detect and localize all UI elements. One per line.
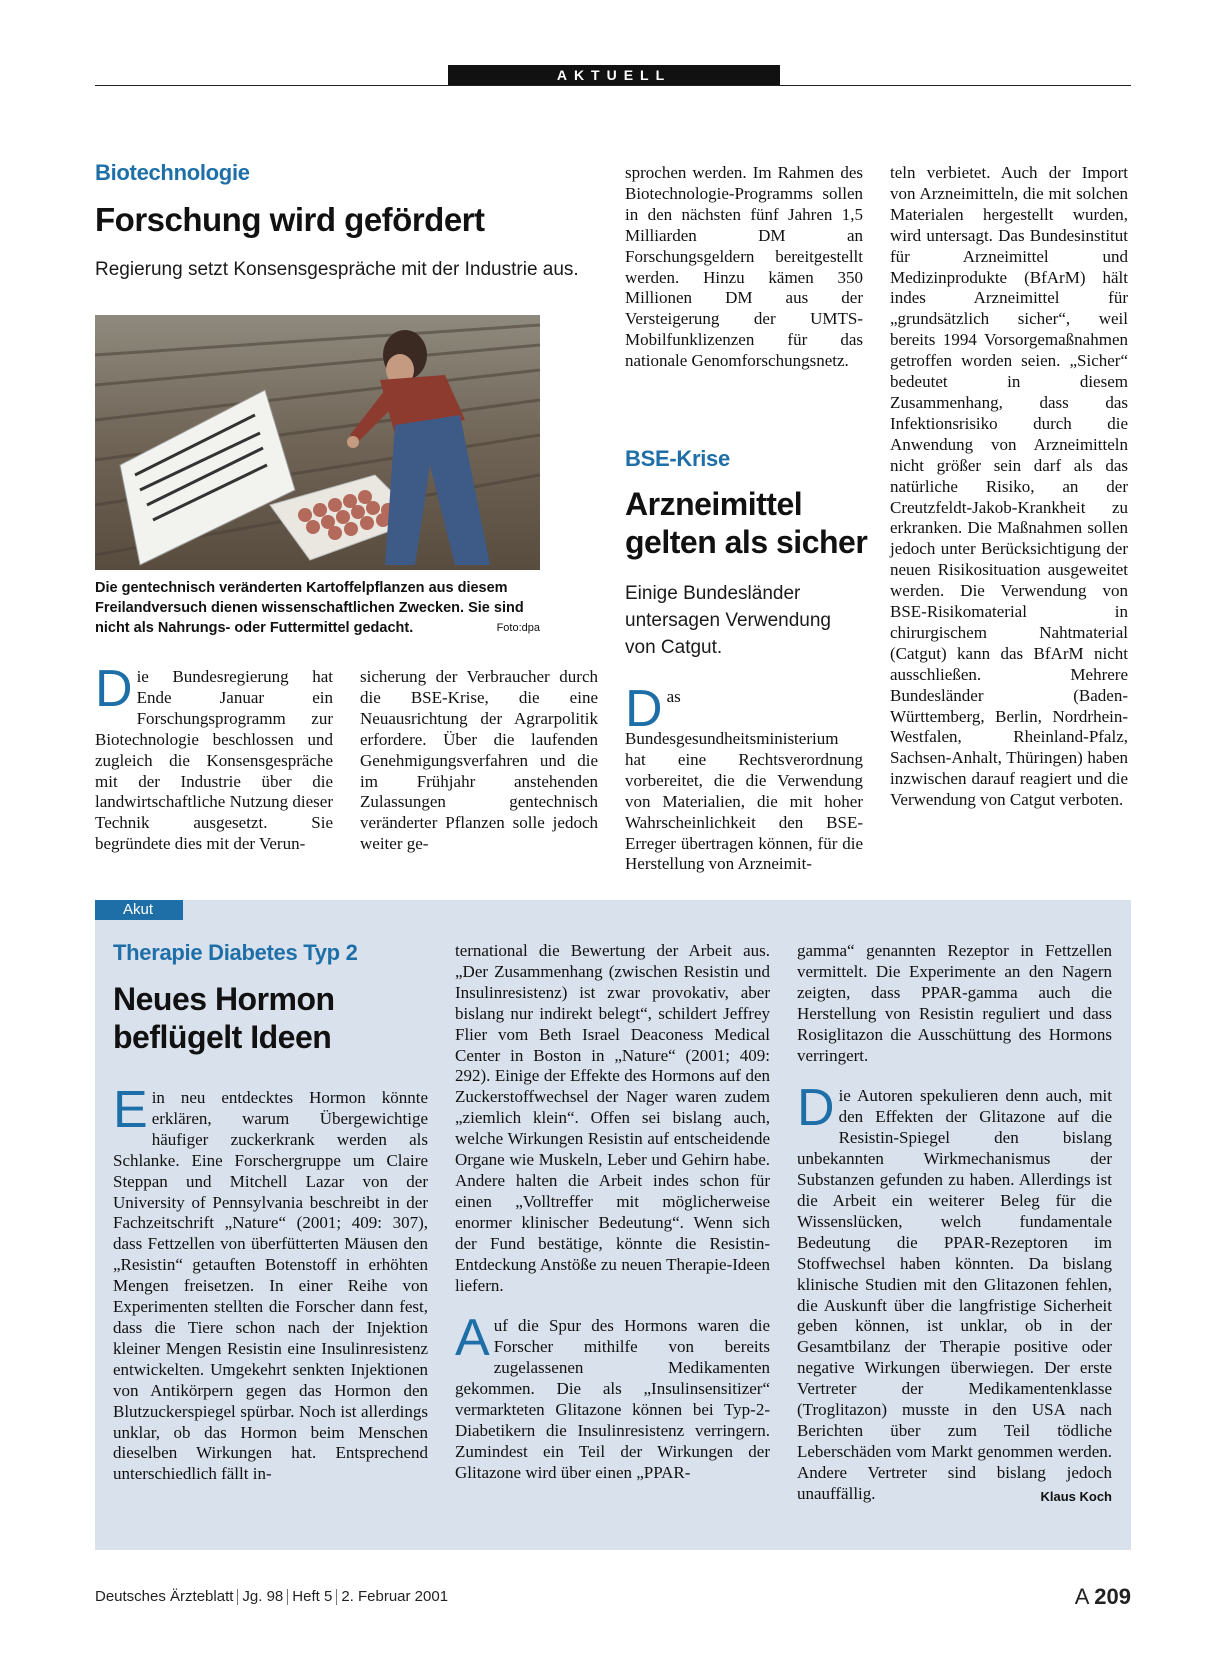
- article2-lead: Einige Bundesländer untersagen Verwendung von Catgut.: [625, 583, 831, 658]
- divider: [237, 1589, 238, 1605]
- divider: [287, 1589, 288, 1605]
- box-col1: [113, 1081, 428, 1485]
- issue: Heft 5: [292, 1588, 333, 1605]
- author: Klaus Koch: [1040, 1488, 1112, 1504]
- page-number: [1075, 1584, 1131, 1610]
- paragraph: ternational die Bewertung der Arbeit aus. „Der Zusammenhang (zwischen Resistin und Insulinresistenz) ist zwar provokativ, aber bislang nur indirekt belegt“, schildert Jeffrey Flier vom Beth Israel Deaconess Medical Center in Boston in „Nature“ (2001; 409: 292). Einige der Effekte des Hormons auf den Zuckerstoffwechsel der Nager waren zudem „ziemlich klein“. Offen sei bislang auch, welche Wirkungen Resistin auf entscheidende Organe wie Muskeln, Leber und Gehirn habe. Andere halten die Arbeit indes schon für einen „Volltreffer mit möglicherweise enormer klinischer Bedeutung“. Wenn sich der Fund bestätige, könnte die Resistin-Entdeckung Anstöße zu neuen Therapie-Ideen liefern.: [455, 941, 770, 1295]
- dropcap: A: [455, 1309, 490, 1368]
- article2-col1: [625, 680, 863, 875]
- article1-col1: [95, 660, 333, 855]
- divider: [336, 1589, 337, 1605]
- top-rule: [95, 85, 1131, 86]
- headline-line2: beflügelt Ideen: [113, 1019, 332, 1055]
- dropcap: D: [625, 680, 663, 738]
- paragraph: gamma“ genannten Rezeptor in Fettzellen vermittelt. Die Experimente an den Nagern zeigten, dass PPAR-gamma auch die Herstellung von Resistin reguliert und dass Rosiglitazon die Ausschüttung des Hormons verringert.: [797, 941, 1112, 1065]
- potato-field-illustration: [95, 315, 540, 570]
- body-text: in neu entdecktes Hormon könnte erklären, warum Übergewichtige häufiger zuckerkrank werden als Schlanke. Eine Forschergruppe um Claire Steppan und Mitchell Lazar von der University of Pennsylvania beschreibt in der Fachzeitschrift „Nature“ (2001; 409: 307), dass Fettzellen von überfütterten Mäusen den „Resistin“ getauften Botenstoff in erhöhten Mengen freisetzen. In einer Reihe von Experimenten stellten die Forscher dann fest, dass die Tiere schon nach der Injektion kleiner Mengen Resistin eine Insulinresistenz entwickelten. Umgekehrt senkten Injektionen von Antikörpern gegen das Hormon den Blutzuckerspiegel spürbar. Noch ist allerdings unklar, ob das Hormon beim Menschen dieselben Wirkungen hat. Entsprechend unterschiedlich fällt in-: [113, 1088, 428, 1484]
- journal-name: Deutsches Ärzteblatt: [95, 1588, 234, 1605]
- box-kicker: Therapie Diabetes Typ 2: [113, 940, 358, 965]
- box-col2: [455, 941, 770, 1504]
- article1-col3: sprochen werden. Im Rahmen des Biotechnologie-Programms sollen in den nächsten fünf Jahren 1,5 Milliarden DM an Forschungsgeldern bereitgestellt werden. Hinzu kämen 350 Millionen DM aus der Versteigerung der UMTS-Mobilfunklizenzen für das nationale Genomforschungsnetz.: [625, 163, 863, 371]
- article2-col2: teln verbietet. Auch der Import von Arzneimitteln, die mit solchen Materialen hergestellt wurden, wird untersagt. Das Bundesinstitut für Arzneimittel und Medizinprodukte (BfArM) hält indes Arzneimittel für „grundsätzlich sicher“, weil bereits 1994 Vorsorgemaßnahmen getroffen worden seien. „Sicher“ bedeutet in diesem Zusammenhang, dass das Infektionsrisiko durch die Anwendung von Arzneimitteln nicht größer sein darf als das natürliche Risiko, an der Creutzfeldt-Jakob-Krankheit zu erkranken. Die Maßnahmen sollen jedoch unter Berücksichtigung der neuen Risikosituation ausgeweitet werden. Die Verwendung von BSE-Risikomaterial in chirurgischem Nahtmaterial (Catgut) kann das BfArM nicht ausschließen. Mehrere Bundesländer (Baden-Württemberg, Berlin, Nordrhein-Westfalen, Rheinland-Pfalz, Sachsen-Anhalt, Thüringen) haben inzwischen darauf reagiert und die Verwendung von Catgut verboten.: [890, 163, 1128, 810]
- article1-kicker: Biotechnologie: [95, 160, 250, 185]
- box-col3: [797, 941, 1112, 1525]
- dropcap: D: [95, 660, 133, 718]
- dropcap: E: [113, 1081, 148, 1139]
- body-text: ie Bundesregierung hat Ende Januar ein Forschungsprogramm zur Biotechnologie beschlossen und zugleich die Konsensgespräche mit der Industrie über die landwirtschaftliche Nutzung dieser Technik ausgesetzt. Sie begründete dies mit der Verun-: [95, 667, 333, 854]
- article1-photo: [95, 315, 540, 570]
- akut-tag: Akut: [95, 900, 183, 920]
- photo-credit: Foto:dpa: [496, 622, 540, 634]
- page-number-value: 209: [1094, 1584, 1131, 1609]
- article1-caption: [95, 578, 540, 638]
- body-text: uf die Spur des Hormons waren die Forscher mithilfe von bereits zugelassenen Medikamenten gekommen. Die als „Insulinsensitizer“ vermarkteten Glitazone können bei Typ-2-Diabetikern die Insulinresistenz verringern. Zumindest ein Teil der Wirkungen der Glitazone wird über einen „PPAR-: [455, 1316, 770, 1482]
- body-text: as Bundesgesundheitsministerium hat eine Rechtsverordnung vorbereitet, die die Verwendung von Materialien, die mit hoher Wahrscheinlichkeit den BSE-Erreger übertragen können, für die Herstellung von Arzneimit-: [625, 687, 863, 874]
- article1-lead: Regierung setzt Konsensgespräche mit der Industrie aus.: [95, 259, 579, 280]
- page-footer: [95, 1584, 1131, 1610]
- headline-line2: gelten als sicher: [625, 524, 868, 560]
- article1-headline: Forschung wird gefördert: [95, 201, 485, 238]
- headline-line1: Neues Hormon: [113, 981, 335, 1017]
- paragraph: [797, 1079, 1112, 1504]
- date: 2. Februar 2001: [341, 1588, 449, 1605]
- article2-headline: [625, 485, 870, 561]
- paragraph: [455, 1309, 770, 1483]
- box-headline: [113, 980, 423, 1056]
- caption-text: Die gentechnisch veränderten Kartoffelpflanzen aus diesem Freilandversuch dienen wissenschaftlichen Zwecken. Sie sind nicht als Nahrungs- oder Futtermittel gedacht.: [95, 580, 524, 636]
- headline-line1: Arzneimittel: [625, 486, 803, 522]
- volume: Jg. 98: [242, 1588, 284, 1605]
- article2-kicker: BSE-Krise: [625, 446, 730, 471]
- page-prefix: A: [1074, 1584, 1089, 1609]
- dropcap: D: [797, 1079, 835, 1138]
- body-text: ie Autoren spekulieren denn auch, mit den Effekten der Glitazone auf die Resistin-Spiegel den bislang unbekannten Wirkmechanismus der Substanzen gefunden zu haben. Allerdings ist die Arbeit ein weiterer Beleg für die Wissenslücken, welch fundamentale Bedeutung die PPAR-Rezeptoren im Stoffwechsel haben könnten. Da bislang klinische Studien mit den Glitazonen fehlen, die Auskunft über die langfristige Sicherheit geben können, ist unklar, ob in der Gesamtbilanz der Therapie positive oder negative Wirkungen überwiegen. Der erste Vertreter der Medikamentenklasse (Troglitazon) musste in den USA nach Berichten über zum Teil tödliche Leberschäden vom Markt genommen werden. Andere Vertreter sind bislang jedoch unauffällig.: [797, 1086, 1112, 1503]
- section-label: AKTUELL: [448, 65, 780, 85]
- article1-col2: sicherung der Verbraucher durch die BSE-Krise, die eine Neuausrichtung der Agrarpolitik erfordere. Über die laufenden Genehmigungsverfahren und die im Frühjahr anstehenden Zulassungen gentechnisch veränderter Pflanzen solle jedoch weiter ge-: [360, 667, 598, 854]
